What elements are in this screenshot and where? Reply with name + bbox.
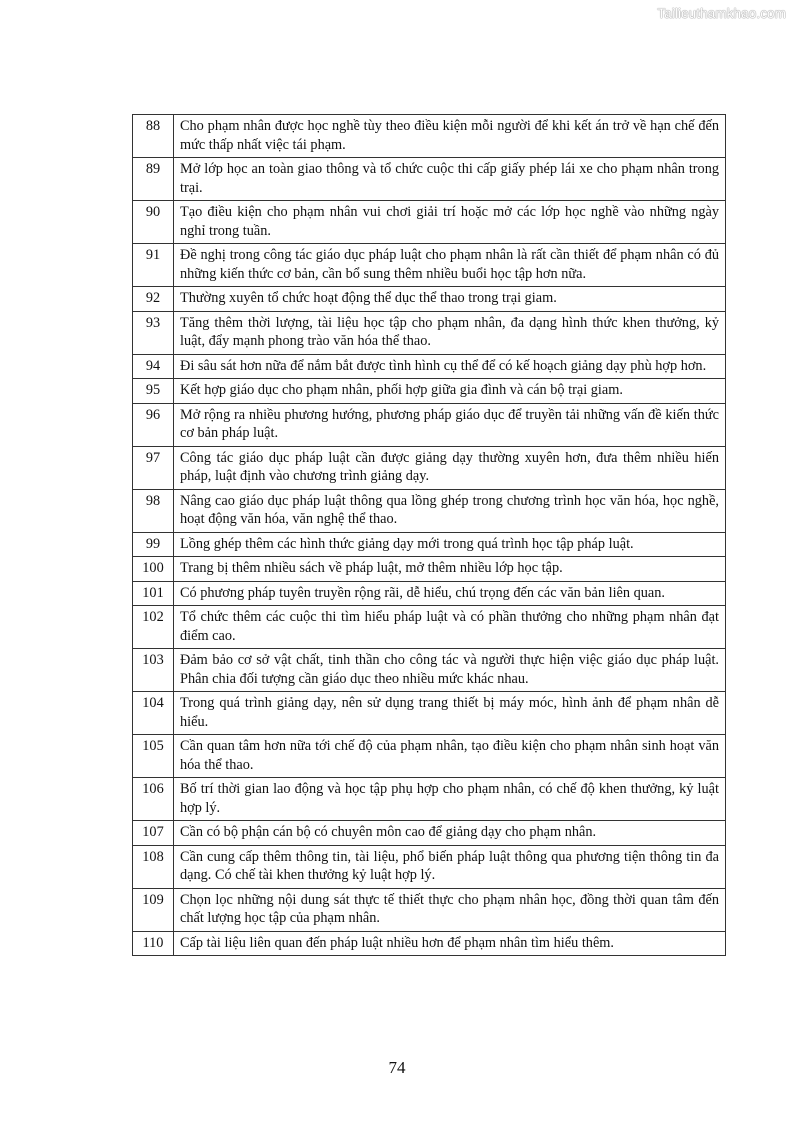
row-text: Cấp tài liệu liên quan đến pháp luật nhiều hơn để phạm nhân tìm hiểu thêm. — [174, 931, 726, 956]
table-row — [133, 888, 726, 931]
row-text: Tăng thêm thời lượng, tài liệu học tập cho phạm nhân, đa dạng hình thức khen thưởng, kỷ luật, đẩy mạnh phong trào văn hóa thể thao. — [174, 311, 726, 354]
row-number: 96 — [133, 403, 174, 446]
row-text: Chọn lọc những nội dung sát thực tế thiết thực cho phạm nhân học, đồng thời quan tâm đến chất lượng học tập của phạm nhân. — [174, 888, 726, 931]
row-text: Đảm bảo cơ sở vật chất, tinh thần cho công tác và người thực hiện việc giáo dục pháp luật. Phân chia đối tượng cần giáo dục theo nhiều mức khác nhau. — [174, 649, 726, 692]
row-number: 88 — [133, 115, 174, 158]
table-row — [133, 354, 726, 379]
row-text: Trong quá trình giảng dạy, nên sử dụng trang thiết bị máy móc, hình ảnh để phạm nhân dễ hiểu. — [174, 692, 726, 735]
table-row — [133, 931, 726, 956]
row-number: 101 — [133, 581, 174, 606]
table-row — [133, 845, 726, 888]
row-text: Tạo điều kiện cho phạm nhân vui chơi giải trí hoặc mở các lớp học nghề vào những ngày nghỉ trong tuần. — [174, 201, 726, 244]
table-row — [133, 379, 726, 404]
table-row — [133, 778, 726, 821]
row-number: 90 — [133, 201, 174, 244]
row-text: Bố trí thời gian lao động và học tập phụ hợp cho phạm nhân, có chế độ khen thưởng, kỷ luật hợp lý. — [174, 778, 726, 821]
row-number: 99 — [133, 532, 174, 557]
table-row — [133, 244, 726, 287]
table-row — [133, 311, 726, 354]
row-text: Thường xuyên tổ chức hoạt động thể dục thể thao trong trại giam. — [174, 287, 726, 312]
row-number: 103 — [133, 649, 174, 692]
row-text: Cho phạm nhân được học nghề tùy theo điều kiện mỗi người để khi kết án trở về hạn chế đến mức thấp nhất việc tái phạm. — [174, 115, 726, 158]
row-number: 110 — [133, 931, 174, 956]
row-number: 102 — [133, 606, 174, 649]
watermark: Tailieuthamkhao.com — [657, 6, 786, 21]
table-row — [133, 735, 726, 778]
table-row — [133, 158, 726, 201]
table-row — [133, 446, 726, 489]
row-number: 108 — [133, 845, 174, 888]
row-number: 109 — [133, 888, 174, 931]
table-row — [133, 403, 726, 446]
row-number: 106 — [133, 778, 174, 821]
table-row — [133, 581, 726, 606]
row-text: Cần cung cấp thêm thông tin, tài liệu, phổ biến pháp luật thông qua phương tiện thông tin đa dạng. Có chế tài khen thưởng kỷ luật hợp lý. — [174, 845, 726, 888]
row-number: 95 — [133, 379, 174, 404]
table-row — [133, 489, 726, 532]
row-text: Đi sâu sát hơn nữa để nắm bắt được tình hình cụ thể để có kế hoạch giảng dạy phù hợp hơn. — [174, 354, 726, 379]
table-row — [133, 115, 726, 158]
row-number: 92 — [133, 287, 174, 312]
row-text: Kết hợp giáo dục cho phạm nhân, phối hợp giữa gia đình và cán bộ trại giam. — [174, 379, 726, 404]
row-number: 97 — [133, 446, 174, 489]
row-number: 100 — [133, 557, 174, 582]
row-number: 94 — [133, 354, 174, 379]
row-number: 91 — [133, 244, 174, 287]
row-text: Cần có bộ phận cán bộ có chuyên môn cao để giảng dạy cho phạm nhân. — [174, 821, 726, 846]
row-text: Trang bị thêm nhiều sách về pháp luật, mở thêm nhiều lớp học tập. — [174, 557, 726, 582]
table-row — [133, 692, 726, 735]
table-row — [133, 532, 726, 557]
table-row — [133, 606, 726, 649]
row-text: Mở lớp học an toàn giao thông và tổ chức cuộc thi cấp giấy phép lái xe cho phạm nhân trong trại. — [174, 158, 726, 201]
row-text: Đề nghị trong công tác giáo dục pháp luật cho phạm nhân là rất cần thiết để phạm nhân có đủ những kiến thức cơ bản, cần bổ sung thêm nhiều buổi học tập hơn nữa. — [174, 244, 726, 287]
recommendations-table — [132, 114, 726, 956]
row-text: Lồng ghép thêm các hình thức giảng dạy mới trong quá trình học tập pháp luật. — [174, 532, 726, 557]
table-row — [133, 287, 726, 312]
table-row — [133, 201, 726, 244]
row-text: Mở rộng ra nhiều phương hướng, phương pháp giáo dục để truyền tải những vấn đề kiến thức cơ bản pháp luật. — [174, 403, 726, 446]
page-number: 74 — [388, 1058, 406, 1077]
row-number: 98 — [133, 489, 174, 532]
row-text: Tổ chức thêm các cuộc thi tìm hiểu pháp luật và có phần thưởng cho những phạm nhân đạt điểm cao. — [174, 606, 726, 649]
row-text: Cần quan tâm hơn nữa tới chế độ của phạm nhân, tạo điều kiện cho phạm nhân sinh hoạt văn hóa thể thao. — [174, 735, 726, 778]
row-number: 93 — [133, 311, 174, 354]
table-row — [133, 649, 726, 692]
row-number: 104 — [133, 692, 174, 735]
table-row — [133, 557, 726, 582]
row-text: Nâng cao giáo dục pháp luật thông qua lồng ghép trong chương trình học văn hóa, học nghề, hoạt động văn hóa, văn nghệ thể thao. — [174, 489, 726, 532]
row-text: Công tác giáo dục pháp luật cần được giảng dạy thường xuyên hơn, đưa thêm nhiều hiến pháp, luật định vào chương trình giảng dạy. — [174, 446, 726, 489]
row-number: 107 — [133, 821, 174, 846]
table-body — [133, 115, 726, 956]
row-text: Có phương pháp tuyên truyền rộng rãi, dễ hiểu, chú trọng đến các văn bản liên quan. — [174, 581, 726, 606]
row-number: 89 — [133, 158, 174, 201]
table-row — [133, 821, 726, 846]
row-number: 105 — [133, 735, 174, 778]
